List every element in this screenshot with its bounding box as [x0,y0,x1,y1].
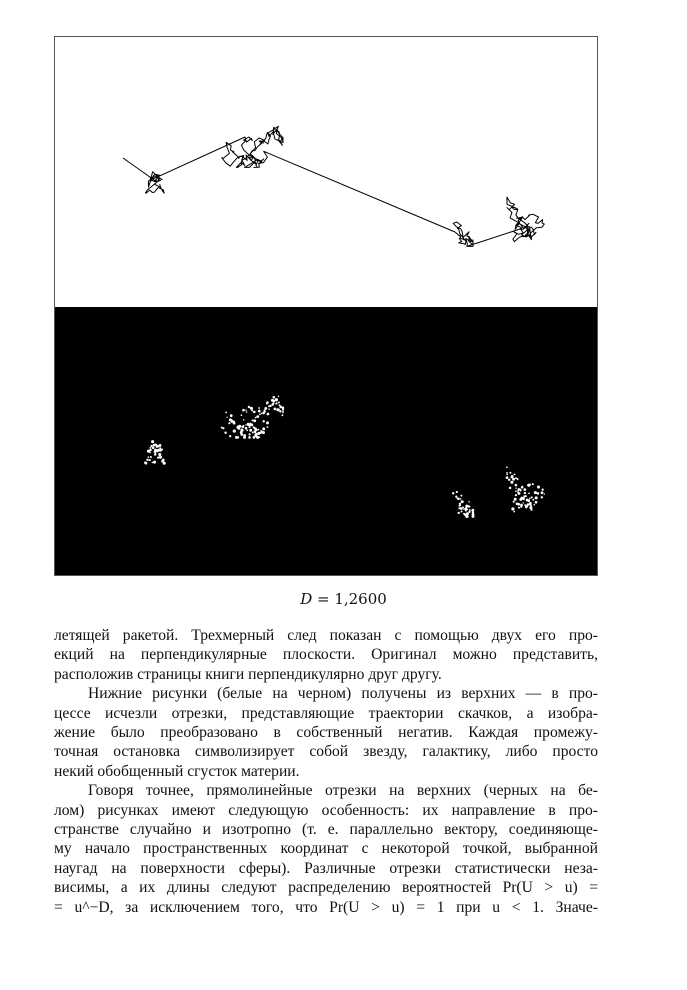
stopover-dot [159,456,162,459]
stopover-dot [233,422,236,425]
stopover-dot [266,403,268,405]
stopover-dot [515,477,517,479]
stopover-dot [460,495,462,497]
stopover-dot [278,396,280,398]
stopover-dot [514,473,516,475]
stopover-dot [544,493,545,494]
stopover-dot [506,476,509,479]
stopover-dot [252,419,254,421]
stopover-dot [258,432,261,435]
stopover-dot [246,411,247,412]
stopover-dot [529,506,532,509]
stopover-dot [282,410,284,412]
stopover-dot [522,498,524,500]
stopover-dot [243,419,244,420]
stopover-dot [461,511,463,513]
text-line: висимы, а их длины следуют распределению вероятностей Pr(U > u) = [54,879,598,897]
stopover-dot [466,512,469,515]
stopover-dot [524,492,526,494]
stopover-dot [264,407,267,410]
stopover-dot [511,507,514,510]
stopover-dot [268,408,269,409]
text-line: Нижние рисунки (белые на черном) получены из верхних — в про- [88,685,598,703]
stopover-dot [472,511,473,512]
text-line: Говоря точнее, прямолинейные отрезки на верхних (черных на бе- [88,782,598,800]
stopover-dot [506,474,508,476]
stopover-dot [260,430,262,432]
stopover-dot [240,433,242,435]
text-line: екций на перпендикулярные плоскости. Оригинал можно представить, [54,646,598,664]
flight-trajectory-projection [55,37,597,307]
stopover-dot [468,501,470,503]
stopover-dot [455,496,457,498]
stopovers-negative [55,307,597,576]
paragraph-2 [54,684,598,781]
stopover-dot [233,430,236,433]
text-line: расположив страницы книги перпендикулярно друг другу. [54,665,442,683]
stopover-dot [159,447,161,449]
stopover-dot [276,400,278,402]
stopover-dot [245,424,246,425]
stopover-dot [262,427,265,430]
caption-value: = 1,2600 [312,590,387,608]
stopover-dot [514,498,517,501]
caption-variable: D [300,590,313,608]
stopover-dot [509,472,511,474]
stopover-dot [535,496,538,499]
stopover-dot [517,492,519,494]
stopover-dot [532,483,534,485]
text-line: странстве случайно и изотропно (т. е. параллельно вектору, соединяюще- [54,821,598,839]
stopover-dot [250,429,252,431]
stopover-dot [150,456,152,458]
stopover-dot [537,485,540,488]
stopover-dot [242,409,245,412]
stopover-dot [529,502,532,505]
stopover-dot [515,488,516,489]
stopover-dot [529,497,531,499]
stopover-dot [149,447,151,449]
stopover-dot [157,456,159,458]
stopover-dot [467,505,469,507]
rayleigh-flight-path [123,126,544,246]
stopover-dot [228,422,230,424]
stopover-dot [541,496,543,498]
stopover-dot [534,491,537,494]
stopover-dot [148,456,150,458]
stopover-dot [518,507,520,509]
stopover-dot [229,435,231,437]
stopover-dot [452,492,454,494]
stopover-dot [461,500,464,503]
stopover-dot [458,507,460,509]
stopover-dot [542,488,544,490]
stopover-dot [266,421,269,424]
stopover-dot [275,403,277,405]
stopover-dot [513,501,515,503]
figure [54,36,598,576]
trajectory-path [123,126,544,246]
stopover-dot [248,406,250,408]
stopover-dot [248,436,251,439]
stopover-dot [241,414,243,416]
stopover-dot [509,487,512,490]
stopover-dot [527,503,530,506]
stopover-dot [153,461,156,464]
stopover-dot [250,407,253,410]
stopover-dot [528,492,530,494]
stopover-dot [518,488,520,490]
stopover-dot [527,484,530,487]
stopover-dots-plot [55,307,597,576]
stopover-dot [151,440,154,443]
stopover-dot [532,499,534,501]
stopover-dot [159,444,162,447]
stopover-dot [161,449,163,451]
stopover-dot [469,509,471,511]
stopover-dot [537,492,540,495]
stopover-dot [531,496,533,498]
stopover-dot [523,502,524,503]
stopover-dot [535,501,538,504]
body-text [54,626,598,917]
stopover-dot [515,494,517,496]
stopover-dot [471,510,473,512]
stopover-dot [236,436,238,438]
text-line: наугад на поверхности сферы). Различные отрезки статистически неза- [54,859,598,877]
stopover-dot [274,408,277,411]
stopover-dot [456,491,458,493]
stopover-dot [256,415,259,418]
stopover-dot [262,420,264,422]
stopover-dot [528,500,531,503]
text-line: лом) рисунках имеют следующую особенность: их направление в про- [54,801,598,819]
text-line: некий обобщенный сгусток материи. [54,762,300,780]
stopover-dot [273,396,276,399]
stopover-dot [253,411,256,414]
stopover-dot [519,498,522,501]
figure-caption [0,590,687,608]
stopover-dot [267,413,270,416]
stopover-dot [253,436,256,439]
stopover-dot [161,460,164,463]
stopover-dot [257,429,259,431]
stopover-dot [525,506,528,509]
text-line: летящей ракетой. Трехмерный след показан с помощью двух его про- [54,627,598,644]
stopover-dot [249,433,251,435]
stopover-dot [460,498,462,500]
stopover-dot [258,410,261,413]
stopover-dot [469,511,471,513]
stopover-dot [472,514,475,517]
stopover-dot [245,427,248,430]
stopover-dot [243,425,245,427]
stopover-dot [250,423,253,426]
stopover-dot [268,405,270,407]
stopover-dot [222,427,224,429]
stopover-dot [523,495,525,497]
stopover-dot [278,402,280,404]
stopover-dot [281,414,283,416]
stopover-dot [523,488,526,491]
text-line: цессе исчезли отрезки, представляющие траектории скачков, а изобра- [54,704,598,722]
stopover-dot [154,453,156,455]
text-line: му начало пространственных координат с некоторой точкой, выбранной [54,840,598,858]
stopover-dot [508,478,510,480]
stopover-dot [224,431,226,433]
stopover-dot [465,508,467,510]
trajectory-plot [55,37,597,307]
stopover-dot [246,430,248,432]
text-line: = u^−D, за исключением того, что Pr(U > u) = 1 при u < 1. Значе- [54,898,598,916]
stopover-dot [253,419,256,422]
stopover-dot [272,402,274,404]
stopover-dot [226,417,227,418]
stopover-dot [515,490,517,492]
stopover-dot [459,503,461,505]
stopover-dot [258,407,260,409]
stopover-dot [517,479,518,480]
stopover-dot [279,404,281,406]
stopover-dot [154,449,157,452]
stopover-dot [513,511,515,513]
stopover-dot [521,486,523,488]
stopover-dot [263,410,265,412]
stopover-dot [147,450,150,453]
stopover-dot [259,414,261,416]
stopover-dot [158,453,161,456]
stopover-dot [152,462,154,464]
stopover-dot [520,504,523,507]
stopover-dot [465,515,468,518]
stopover-dot [506,466,508,468]
paragraph-3 [54,781,598,917]
stopover-dot [261,413,262,414]
paragraph-1 [54,626,598,684]
stopover-dot [462,506,464,508]
stopover-dot [515,484,518,487]
stopover-dot [278,408,280,410]
stopover-dot [266,426,268,428]
stopover-dot [458,512,460,514]
stopover-dot [282,412,284,414]
stopover-dot [236,426,239,429]
stopover-dot [225,411,227,413]
stopover-dot [155,446,157,448]
stopover-dot [149,459,151,461]
stopover-dot [258,436,260,438]
stopover-dot [255,433,258,436]
text-line: точная остановка символизирует собой звезду, галактику, либо просто [54,743,598,761]
stopover-dot [534,504,536,506]
stopover-dot [510,481,513,484]
stopover-dot [255,417,257,419]
stopover-dot [252,432,254,434]
stopover-dot [506,472,508,474]
stopover-dot [254,430,257,433]
stopover-dot [245,409,246,410]
stopover-dot [243,434,246,437]
stopover-dot [541,491,544,494]
stopover-dot [154,443,156,445]
stopover-dot [146,459,148,461]
text-line: жение было преобразовано в собственный негатив. Каждая промежу- [54,724,598,742]
stopover-dot [279,410,281,412]
stopover-dot [512,478,515,481]
stopover-dot [230,414,233,417]
stopover-dot [145,462,148,465]
stopover-dot [254,427,257,430]
stopover-dot [271,399,274,402]
stopover-dot [152,446,155,449]
stopover-clusters [144,396,545,518]
stopover-dot [262,431,265,434]
stopover-dot [251,410,253,412]
stopover-dot [282,407,284,409]
stopover-dot [241,429,244,432]
stopover-dot [516,503,519,506]
